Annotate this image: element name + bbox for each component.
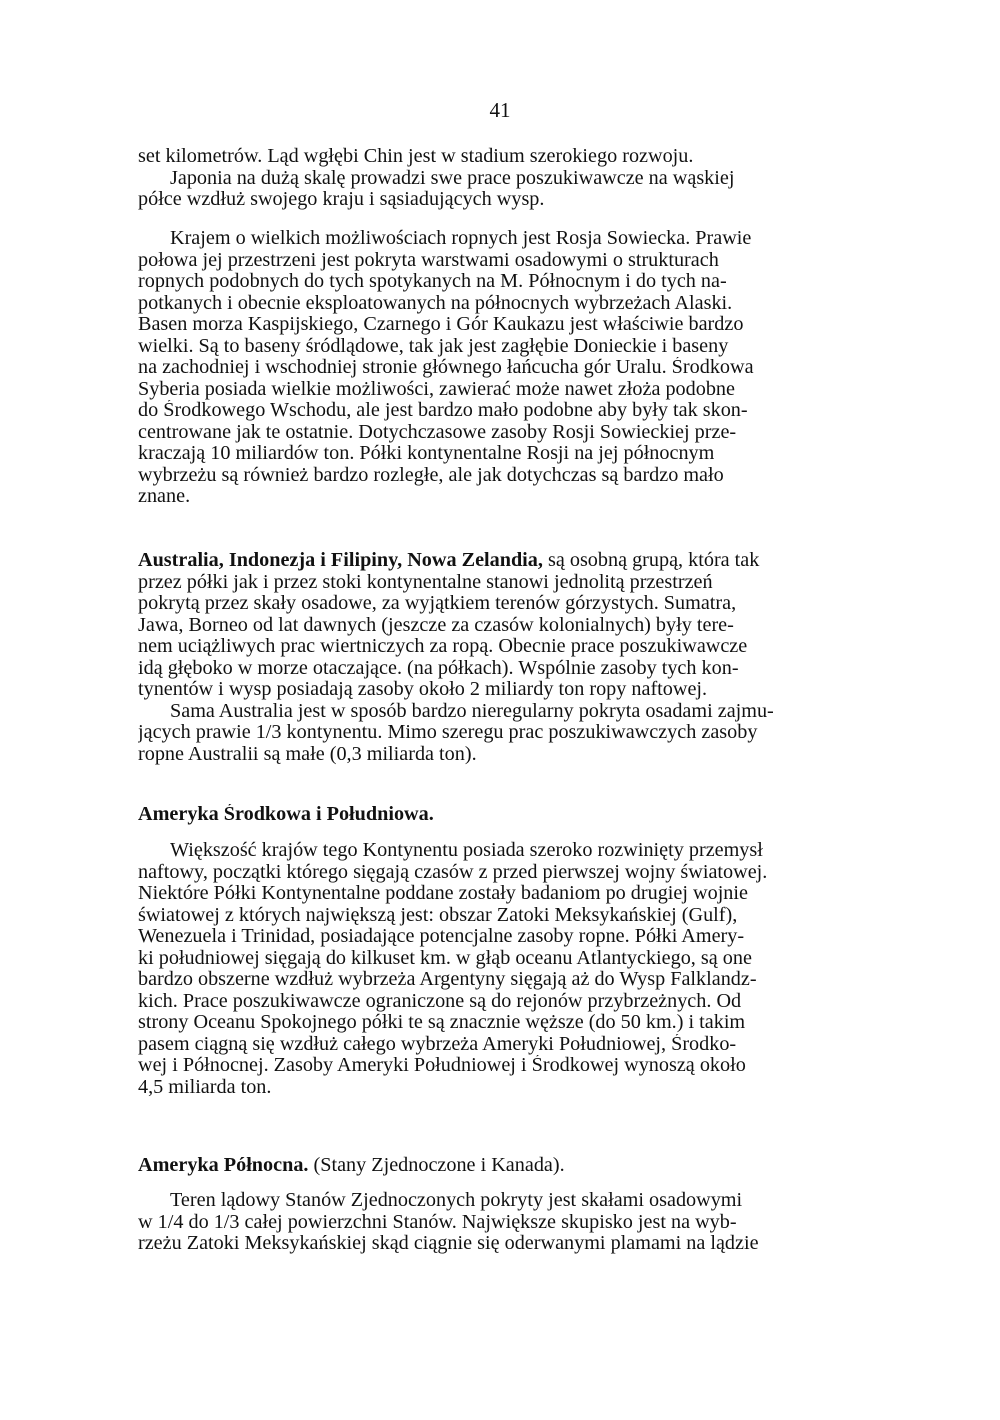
text-line: Sama Australia jest w sposób bardzo nieregularny pokryta osadami zajmu- — [170, 700, 774, 722]
text-line: jących prawie 1/3 kontynentu. Mimo szeregu prac poszukiwawczych zasoby — [138, 722, 758, 743]
text-line: znane. — [138, 486, 191, 507]
text-line: centrowane jak te ostatnie. Dotychczasowe zasoby Rosji Sowieckiej prze- — [138, 421, 737, 443]
section-heading-north-america: Ameryka Północna. — [138, 1155, 309, 1176]
text-line: Teren lądowy Stanów Zjednoczonych pokryty jest skałami osadowymi — [170, 1190, 743, 1211]
text-line: do Środkowego Wschodu, ale jest bardzo mało podobne aby były tak skon- — [138, 400, 748, 421]
text-line: w 1/4 do 1/3 całej powierzchni Stanów. Największe skupisko jest na wyb- — [138, 1211, 737, 1233]
section-heading-south-america-block — [138, 804, 871, 826]
text-line: ropne Australii są małe (0,3 miliarda ton). — [138, 743, 477, 765]
section-heading-australia: Australia, Indonezja i Filipiny, Nowa Zelandia, — [138, 550, 543, 571]
text-line: przez półki jak i przez stoki kontynentalne stanowi jednolitą przestrzeń — [138, 571, 713, 593]
paragraph-australia — [138, 550, 871, 765]
text-line — [138, 1155, 871, 1177]
text-line: Japonia na dużą skalę prowadzi swe prace poszukiwawcze na wąskiej — [170, 167, 735, 189]
text-line: wybrzeżu są również bardzo rozległe, ale jak dotychczas są bardzo mało — [138, 464, 724, 486]
text-line: na zachodniej i wschodniej stronie głównego łańcucha gór Uralu. Środkowa — [138, 357, 754, 378]
text-line: Niektóre Półki Kontynentalne poddane zostały badaniom po drugiej wojnie — [138, 883, 748, 904]
page-number: 41 — [489, 98, 511, 122]
text-line: pasem ciągną się wzdłuż całego wybrzeża Ameryki Południowej, Środko- — [138, 1033, 737, 1055]
paragraph-soviet-russia — [138, 228, 871, 508]
text-line: naftowy, początki którego sięgają czasów z przed pierwszej wojny światowej. — [138, 861, 768, 883]
text-line: wej i Północnej. Zasoby Ameryki Południowej i Środkowej wynoszą około — [138, 1055, 746, 1076]
text-line: nem uciążliwych prac wiertniczych za ropą. Obecnie prace poszukiwawcze — [138, 636, 748, 657]
text-line: rzeżu Zatoki Meksykańskiej skąd ciągnie się oderwanymi plamami na lądzie — [138, 1233, 759, 1254]
text-line: Jawa, Borneo od lat dawnych (jeszcze za czasów kolonialnych) były tere- — [138, 614, 734, 636]
text-line — [138, 550, 871, 572]
text-line: półce wzdłuż swojego kraju i sąsiadujących wysp. — [138, 189, 545, 210]
text-line: ropnych podobnych do tych spotykanych na M. Północnym i do tych na- — [138, 271, 727, 292]
text-line: kich. Prace poszukiwawcze ograniczone są do rejonów przybrzeżnych. Od — [138, 990, 742, 1012]
text-line: tynentów i wysp posiadają zasoby około 2 miliardy ton ropy naftowej. — [138, 679, 708, 700]
paragraph-south-america — [138, 840, 871, 1098]
text-line: Wenezuela i Trinidad, posiadające potencjalne zasoby ropne. Półki Amery- — [138, 926, 745, 947]
paragraph-north-america — [138, 1190, 871, 1255]
text-line: 4,5 miliarda ton. — [138, 1076, 272, 1098]
text-line: Basen morza Kaspijskiego, Czarnego i Gór Kaukazu jest właściwie bardzo — [138, 314, 744, 335]
text-line: Większość krajów tego Kontynentu posiada szeroko rozwinięty przemysł — [170, 840, 763, 861]
text-line: Krajem o wielkich możliwościach ropnych jest Rosja Sowiecka. Prawie — [170, 228, 752, 249]
text-line: idą głęboko w morze otaczające. (na półkach). Wspólnie zasoby tych kon- — [138, 657, 739, 679]
text-fragment: są osobną grupą, która tak — [542, 550, 760, 571]
text-line: set kilometrów. Ląd wgłębi Chin jest w stadium szerokiego rozwoju. — [138, 146, 694, 167]
text-line: potkanych i obecnie eksploatowanych na północnych wybrzeżach Alaski. — [138, 292, 733, 314]
text-line: Syberia posiada wielkie możliwości, zawierać może nawet złoża podobne — [138, 378, 735, 400]
section-heading-north-america-block — [138, 1155, 871, 1177]
text-line: strony Oceanu Spokojnego półki te są znacznie węższe (do 50 km.) i takim — [138, 1012, 746, 1033]
text-line: pokrytą przez skały osadowe, za wyjątkiem terenów górzystych. Sumatra, — [138, 593, 737, 614]
text-line: światowej z których największą jest: obszar Zatoki Meksykańskiej (Gulf), — [138, 904, 738, 926]
text-line: bardzo obszerne wzdłuż wybrzeża Argentyny sięgają aż do Wysp Falklandz- — [138, 969, 757, 990]
paragraph-china-japan — [138, 146, 871, 211]
section-heading-south-america: Ameryka Środkowa i Południowa. — [138, 804, 434, 825]
text-line: kraczają 10 miliardów ton. Półki kontynentalne Rosji na jej północnym — [138, 443, 715, 464]
text-line: ki południowej sięgają do kilkuset km. w głąb oceanu Atlantyckiego, są one — [138, 947, 752, 969]
text-line: połowa jej przestrzeni jest pokryta warstwami osadowymi o strukturach — [138, 249, 719, 271]
text-fragment: (Stany Zjednoczone i Kanada). — [308, 1155, 565, 1176]
text-line: wielki. Są to baseny śródlądowe, tak jak jest zagłębie Donieckie i baseny — [138, 335, 729, 357]
